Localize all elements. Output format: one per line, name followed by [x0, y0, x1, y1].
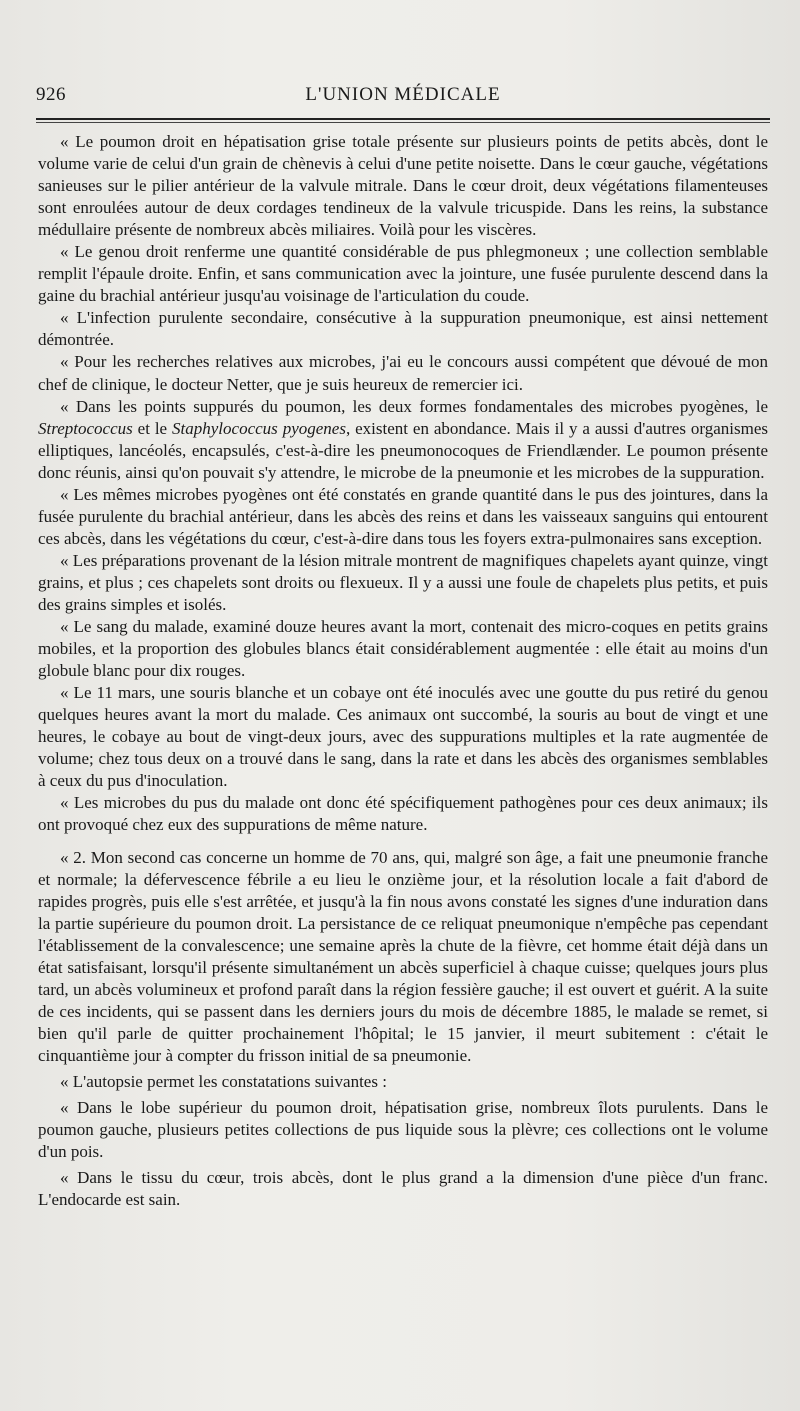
paragraph: « Le poumon droit en hépatisation grise totale présente sur plusieurs points de petits abcès, dont le volume varie de celui d'un grain de chènevis à celui d'une petite noisette. Dans le cœur gauche, végétations sanieuses sur le pilier antérieur de la valvule mitrale. Dans le cœur droit, deux végétations filamenteuses sont enroulées autour de deux cordages tendineux de la valvule tricuspide. Dans les reins, la substance médullaire présente de nombreux abcès miliaires. Voilà pour les viscères.	[38, 132, 768, 240]
paragraph: « Dans le tissu du cœur, trois abcès, dont le plus grand a la dimension d'une pièce d'un franc. L'endocarde est sain.	[38, 1168, 768, 1210]
page-number: 926	[36, 84, 66, 105]
italic-term: Streptococcus	[38, 418, 133, 438]
header-rule	[36, 118, 770, 120]
paragraph: « L'autopsie permet les constatations suivantes :	[60, 1071, 387, 1091]
paragraph	[38, 396, 768, 484]
paragraph: « Les préparations provenant de la lésion mitrale montrent de magnifiques chapelets ayant quinze, vingt grains, et plus ; ces chapelets sont droits ou flexueux. Il y a aussi une foule de chapelets plus petits, et puis des grains simples et isolés.	[38, 550, 768, 614]
paragraph: « Les microbes du pus du malade ont donc été spécifiquement pathogènes pour ces deux animaux; ils ont provoqué chez eux des suppurations de même nature.	[38, 793, 768, 835]
page-header	[36, 84, 770, 108]
paragraph: « Le sang du malade, examiné douze heures avant la mort, contenait des micro-coques en petits grains mobiles, et la proportion des globules blancs était considérablement augmentée : elle était au moins d'un globule blanc pour dix rouges.	[38, 617, 768, 681]
paragraph-text: et le	[132, 418, 173, 438]
italic-term: Staphylococcus pyogenes	[172, 418, 346, 438]
paragraph: « 2. Mon second cas concerne un homme de 70 ans, qui, malgré son âge, a fait une pneumonie franche et normale; la défervescence fébrile a eu lieu le onzième jour, et la résolution locale a fait d'abord de rapides progrès, puis elle s'est arrêtée, et jusqu'à la fin nous avons constaté les signes d'une induration dans la partie supérieure du poumon droit. La persistance de ce reliquat pneumonique n'empêche pas cependant l'établissement de la convalescence; une semaine après la chute de la fièvre, cet homme était déjà dans un état satisfaisant, lorsqu'il présente simultanément un abcès superficiel à chaque cuisse; quelques jours plus tard, un abcès volumineux et profond paraît dans la région fessière gauche; il est ouvert et guérit. A la suite de ces incidents, qui se passent dans les derniers jours du mois de décembre 1885, le malade se remet, si bien qu'il parle de quitter prochainement l'hôpital; le 15 janvier, il meurt subitement : c'était le cinquantième jour à compter du frisson initial de sa pneumonie.	[38, 847, 768, 1065]
paragraph: « Les mêmes microbes pyogènes ont été constatés en grande quantité dans le pus des jointures, dans la fusée purulente du brachial antérieur, dans les abcès des reins et dans les vaisseaux sanguins qui entourent ces abcès, dans les végétations du cœur, c'est-à-dire dans tous les foyers extra-pulmonaires sans exception.	[38, 484, 768, 548]
paragraph: « Pour les recherches relatives aux microbes, j'ai eu le concours aussi compétent que dévoué de mon chef de clinique, le docteur Netter, que je suis heureux de remercier ici.	[38, 352, 768, 394]
paragraph-text: « Dans les points suppurés du poumon, les deux formes fondamentales des microbes pyogènes, le	[60, 396, 768, 416]
paragraph: « Dans le lobe supérieur du poumon droit, hépatisation grise, nombreux îlots purulents. Dans le poumon gauche, plusieurs petites collections de pus liquide sous la plèvre; ces collections ont le volume d'un pois.	[38, 1098, 768, 1162]
running-title: L'UNION MÉDICALE	[305, 84, 501, 105]
paragraph-text: , existent en abondance. Mais il y a aussi d'autres organismes elliptiques, lancéolés, encapsulés, c'est-à-dire les pneumonocoques de Friendlænder. Le poumon présente donc réunis, ainsi qu'on pouvait s'y attendre, le microbe de la pneumonie et les microbes de la suppuration.	[38, 418, 768, 482]
body-text	[38, 131, 768, 1211]
paragraph: « Le 11 mars, une souris blanche et un cobaye ont été inoculés avec une goutte du pus retiré du genou quelques heures avant la mort du malade. Ces animaux ont succombé, la souris au bout de vingt et une heures, le cobaye au bout de vingt-deux jours, avec des suppurations multiples et la rate augmentée de volume; chez tous deux on a trouvé dans le sang, dans la rate et dans les abcès des organismes semblables à ceux du pus d'inoculation.	[38, 683, 768, 791]
paragraph: « Le genou droit renferme une quantité considérable de pus phlegmoneux ; une collection semblable remplit l'épaule droite. Enfin, et sans communication avec la jointure, une fusée purulente descend dans la gaine du brachial antérieur jusqu'au voisinage de l'articulation du coude.	[38, 242, 768, 306]
header-rule-thin	[36, 122, 770, 123]
paragraph: « L'infection purulente secondaire, consécutive à la suppuration pneumonique, est ainsi nettement démontrée.	[38, 308, 768, 350]
